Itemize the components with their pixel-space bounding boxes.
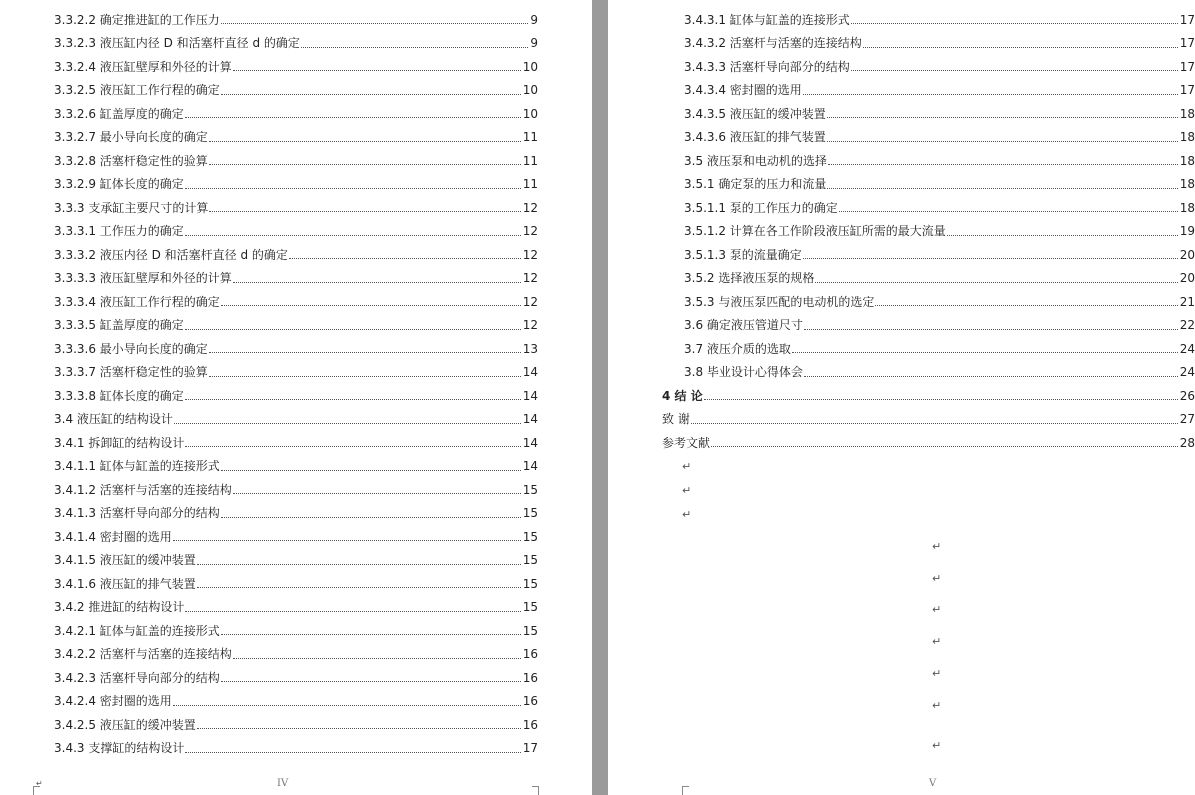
toc-entry[interactable] xyxy=(54,572,538,596)
toc-entry[interactable] xyxy=(54,361,538,385)
dot-leader xyxy=(792,352,1178,353)
toc-entry-title: 3.4.1.4 密封圈的选用 xyxy=(54,529,172,544)
toc-entry-page-number: 28 xyxy=(1179,435,1195,450)
dot-leader xyxy=(233,658,521,659)
page-corner-mark xyxy=(682,786,689,795)
toc-entry-page-number: 17 xyxy=(522,741,538,756)
toc-entry-title: 3.5.1 确定泵的压力和流量 xyxy=(684,177,827,192)
toc-entry-page-number: 9 xyxy=(530,36,538,51)
toc-entry-title: 3.5.1.2 计算在各工作阶段液压缸所需的最大流量 xyxy=(684,224,946,239)
toc-entry[interactable] xyxy=(662,431,1195,455)
toc-entry[interactable] xyxy=(54,126,538,150)
toc-entry-page-number: 17 xyxy=(1179,83,1195,98)
paragraph-mark: ↵ xyxy=(932,540,942,553)
dot-leader xyxy=(173,705,521,706)
toc-entry-title: 3.4 液压缸的结构设计 xyxy=(54,412,173,427)
page-number-left: IV xyxy=(277,778,289,789)
dot-leader xyxy=(804,376,1178,377)
toc-entry[interactable] xyxy=(684,8,1195,32)
toc-entry[interactable] xyxy=(54,502,538,526)
dot-leader xyxy=(197,728,521,729)
dot-leader xyxy=(233,282,521,283)
table-of-contents-left xyxy=(54,8,538,760)
dot-leader xyxy=(209,164,521,165)
toc-entry-page-number: 13 xyxy=(522,341,538,356)
toc-entry-page-number: 12 xyxy=(522,200,538,215)
toc-entry-title: 3.4.1.5 液压缸的缓冲装置 xyxy=(54,553,196,568)
toc-entry-title: 致 谢 xyxy=(662,412,690,427)
toc-entry[interactable] xyxy=(684,173,1195,197)
toc-entry-title: 3.4.3.3 活塞杆导向部分的结构 xyxy=(684,59,850,74)
toc-entry[interactable] xyxy=(54,408,538,432)
table-of-contents-right xyxy=(662,8,1195,455)
toc-entry-page-number: 16 xyxy=(522,670,538,685)
toc-entry-page-number: 12 xyxy=(522,271,538,286)
toc-entry[interactable] xyxy=(54,8,538,32)
toc-entry-page-number: 12 xyxy=(522,224,538,239)
toc-entry[interactable] xyxy=(54,713,538,737)
toc-entry-title: 3.4.2.4 密封圈的选用 xyxy=(54,694,172,709)
dot-leader xyxy=(828,164,1178,165)
toc-entry-page-number: 16 xyxy=(522,694,538,709)
toc-entry-page-number: 26 xyxy=(1179,388,1195,403)
toc-entry[interactable] xyxy=(684,337,1195,361)
paragraph-mark: ↵ xyxy=(682,460,692,473)
toc-entry[interactable] xyxy=(54,337,538,361)
toc-entry-page-number: 17 xyxy=(1179,36,1195,51)
toc-entry-page-number: 14 xyxy=(522,435,538,450)
dot-leader xyxy=(851,23,1178,24)
toc-entry-page-number: 20 xyxy=(1179,247,1195,262)
toc-entry[interactable] xyxy=(662,408,1195,432)
toc-entry-title: 3.3.2.6 缸盖厚度的确定 xyxy=(54,106,184,121)
dot-leader xyxy=(863,47,1178,48)
toc-entry-page-number: 27 xyxy=(1179,412,1195,427)
toc-entry-page-number: 18 xyxy=(1179,177,1195,192)
toc-entry[interactable] xyxy=(54,690,538,714)
toc-entry[interactable] xyxy=(684,314,1195,338)
dot-leader xyxy=(185,188,521,189)
toc-entry-title: 3.3.2.8 活塞杆稳定性的验算 xyxy=(54,153,208,168)
dot-leader xyxy=(209,376,521,377)
toc-entry[interactable] xyxy=(684,79,1195,103)
toc-entry-title: 3.8 毕业设计心得体会 xyxy=(684,365,803,380)
toc-entry-title: 3.5.1.1 泵的工作压力的确定 xyxy=(684,200,838,215)
dot-leader xyxy=(221,305,521,306)
toc-entry-page-number: 18 xyxy=(1179,106,1195,121)
paragraph-mark: ↵ xyxy=(682,508,692,521)
dot-leader xyxy=(185,329,521,330)
toc-entry-title: 3.4.1.3 活塞杆导向部分的结构 xyxy=(54,506,220,521)
dot-leader xyxy=(301,47,528,48)
dot-leader xyxy=(233,493,521,494)
toc-entry-title: 3.3.3.8 缸体长度的确定 xyxy=(54,388,184,403)
dot-leader xyxy=(815,282,1177,283)
dot-leader xyxy=(185,235,521,236)
dot-leader xyxy=(947,235,1178,236)
toc-entry-page-number: 11 xyxy=(522,177,538,192)
toc-entry-page-number: 15 xyxy=(522,576,538,591)
paragraph-mark: ↵ xyxy=(932,635,942,648)
page-gutter xyxy=(592,0,608,795)
toc-entry-title: 3.3.3.2 液压内径 D 和活塞杆直径 d 的确定 xyxy=(54,247,288,262)
toc-entry-page-number: 20 xyxy=(1179,271,1195,286)
toc-entry[interactable] xyxy=(54,549,538,573)
dot-leader xyxy=(185,399,521,400)
dot-leader xyxy=(221,517,521,518)
toc-entry-page-number: 14 xyxy=(522,412,538,427)
toc-entry[interactable] xyxy=(662,384,1195,408)
toc-entry-title: 3.3.3.6 最小导向长度的确定 xyxy=(54,341,208,356)
toc-entry-title: 3.5.2 选择液压泵的规格 xyxy=(684,271,815,286)
dot-leader xyxy=(691,423,1178,424)
toc-entry-title: 3.4.1.2 活塞杆与活塞的连接结构 xyxy=(54,482,232,497)
toc-entry[interactable] xyxy=(54,32,538,56)
dot-leader xyxy=(803,258,1178,259)
toc-entry-title: 3.3.3.3 液压缸壁厚和外径的计算 xyxy=(54,271,232,286)
toc-entry-page-number: 14 xyxy=(522,388,538,403)
toc-entry-title: 3.4.3.5 液压缸的缓冲装置 xyxy=(684,106,826,121)
paragraph-mark: ↵ xyxy=(932,739,942,752)
paragraph-mark: ↵ xyxy=(932,667,942,680)
toc-entry-title: 3.4.2.1 缸体与缸盖的连接形式 xyxy=(54,623,220,638)
dot-leader xyxy=(221,94,521,95)
dot-leader xyxy=(221,681,521,682)
toc-entry-title: 3.3.2.2 确定推进缸的工作压力 xyxy=(54,12,220,27)
toc-entry-title: 3.4.3.2 活塞杆与活塞的连接结构 xyxy=(684,36,862,51)
toc-entry-page-number: 18 xyxy=(1179,130,1195,145)
dot-leader xyxy=(839,211,1178,212)
toc-entry[interactable] xyxy=(54,455,538,479)
document-page-right xyxy=(608,0,1195,795)
toc-entry-page-number: 15 xyxy=(522,529,538,544)
toc-entry[interactable] xyxy=(54,619,538,643)
toc-entry-title: 3.4.3.6 液压缸的排气装置 xyxy=(684,130,826,145)
dot-leader xyxy=(185,117,521,118)
dot-leader xyxy=(185,446,520,447)
toc-entry-page-number: 24 xyxy=(1179,365,1195,380)
toc-entry-page-number: 12 xyxy=(522,294,538,309)
toc-entry[interactable] xyxy=(684,220,1195,244)
paragraph-mark: ↵ xyxy=(932,699,942,712)
toc-entry[interactable] xyxy=(54,290,538,314)
toc-entry-title: 3.4.2 推进缸的结构设计 xyxy=(54,600,185,615)
toc-entry-page-number: 10 xyxy=(522,83,538,98)
toc-entry-page-number: 22 xyxy=(1179,318,1195,333)
toc-entry[interactable] xyxy=(54,596,538,620)
toc-entry-title: 3.5 液压泵和电动机的选择 xyxy=(684,153,827,168)
toc-entry-title: 3.3.2.5 液压缸工作行程的确定 xyxy=(54,83,220,98)
toc-entry-page-number: 16 xyxy=(522,717,538,732)
toc-entry-title: 3.4.1 拆卸缸的结构设计 xyxy=(54,435,185,450)
dot-leader xyxy=(185,611,520,612)
toc-entry-title: 3.5.3 与液压泵匹配的电动机的选定 xyxy=(684,294,875,309)
toc-entry[interactable] xyxy=(54,267,538,291)
dot-leader xyxy=(827,117,1178,118)
toc-entry-page-number: 18 xyxy=(1179,153,1195,168)
dot-leader xyxy=(233,70,521,71)
paragraph-mark: ↵ xyxy=(682,484,692,497)
dot-leader xyxy=(704,399,1178,400)
toc-entry-title: 3.4.3 支撑缸的结构设计 xyxy=(54,741,185,756)
toc-entry-page-number: 16 xyxy=(522,647,538,662)
dot-leader xyxy=(209,352,521,353)
toc-entry-title: 3.7 液压介质的选取 xyxy=(684,341,791,356)
toc-entry-title: 4 结 论 xyxy=(662,388,703,403)
toc-entry-page-number: 15 xyxy=(522,623,538,638)
toc-entry-page-number: 14 xyxy=(522,459,538,474)
dot-leader xyxy=(221,634,521,635)
dot-leader xyxy=(209,211,520,212)
dot-leader xyxy=(173,540,521,541)
paragraph-mark: ↵ xyxy=(36,779,43,788)
toc-entry[interactable] xyxy=(684,267,1195,291)
toc-entry-page-number: 15 xyxy=(522,600,538,615)
toc-entry-page-number: 12 xyxy=(522,247,538,262)
toc-entry[interactable] xyxy=(684,55,1195,79)
toc-entry-title: 3.4.3.4 密封圈的选用 xyxy=(684,83,802,98)
toc-entry-page-number: 18 xyxy=(1179,200,1195,215)
toc-entry[interactable] xyxy=(54,431,538,455)
toc-entry[interactable] xyxy=(54,55,538,79)
toc-entry-page-number: 11 xyxy=(522,153,538,168)
toc-entry-page-number: 12 xyxy=(522,318,538,333)
toc-entry-title: 3.4.1.6 液压缸的排气装置 xyxy=(54,576,196,591)
toc-entry[interactable] xyxy=(54,79,538,103)
dot-leader xyxy=(851,70,1178,71)
toc-entry-page-number: 11 xyxy=(522,130,538,145)
toc-entry-title: 3.3.3 支承缸主要尺寸的计算 xyxy=(54,200,209,215)
toc-entry[interactable] xyxy=(54,525,538,549)
toc-entry-title: 3.5.1.3 泵的流量确定 xyxy=(684,247,802,262)
toc-entry-title: 3.3.3.1 工作压力的确定 xyxy=(54,224,184,239)
toc-entry-title: 3.3.3.5 缸盖厚度的确定 xyxy=(54,318,184,333)
toc-entry-page-number: 15 xyxy=(522,482,538,497)
dot-leader xyxy=(804,329,1178,330)
toc-entry-page-number: 15 xyxy=(522,553,538,568)
dot-leader xyxy=(174,423,521,424)
toc-entry-title: 3.3.3.7 活塞杆稳定性的验算 xyxy=(54,365,208,380)
toc-entry-title: 3.3.2.3 液压缸内径 D 和活塞杆直径 d 的确定 xyxy=(54,36,300,51)
dot-leader xyxy=(197,564,521,565)
page-corner-mark xyxy=(532,786,539,795)
toc-entry[interactable] xyxy=(684,243,1195,267)
toc-entry-page-number: 19 xyxy=(1179,224,1195,239)
toc-entry[interactable] xyxy=(54,314,538,338)
toc-entry-page-number: 10 xyxy=(522,106,538,121)
dot-leader xyxy=(221,470,521,471)
toc-entry-page-number: 10 xyxy=(522,59,538,74)
dot-leader xyxy=(875,305,1177,306)
toc-entry[interactable] xyxy=(54,220,538,244)
toc-entry-page-number: 14 xyxy=(522,365,538,380)
toc-entry-title: 3.6 确定液压管道尺寸 xyxy=(684,318,803,333)
toc-entry-page-number: 24 xyxy=(1179,341,1195,356)
dot-leader xyxy=(221,23,529,24)
dot-leader xyxy=(827,141,1178,142)
toc-entry-title: 3.3.3.4 液压缸工作行程的确定 xyxy=(54,294,220,309)
toc-entry[interactable] xyxy=(684,361,1195,385)
dot-leader xyxy=(827,188,1177,189)
toc-entry-title: 3.4.2.5 液压缸的缓冲装置 xyxy=(54,717,196,732)
toc-entry[interactable] xyxy=(54,196,538,220)
toc-entry[interactable] xyxy=(54,243,538,267)
toc-entry[interactable] xyxy=(54,737,538,761)
toc-entry-page-number: 17 xyxy=(1179,59,1195,74)
toc-entry-page-number: 21 xyxy=(1179,294,1195,309)
toc-entry-title: 3.4.1.1 缸体与缸盖的连接形式 xyxy=(54,459,220,474)
dot-leader xyxy=(197,587,521,588)
page-number-right: V xyxy=(929,778,937,789)
toc-entry-title: 3.4.2.2 活塞杆与活塞的连接结构 xyxy=(54,647,232,662)
toc-entry-page-number: 9 xyxy=(530,12,538,27)
toc-entry-title: 3.3.2.4 液压缸壁厚和外径的计算 xyxy=(54,59,232,74)
toc-entry[interactable] xyxy=(54,173,538,197)
toc-entry[interactable] xyxy=(54,149,538,173)
dot-leader xyxy=(185,752,520,753)
toc-entry[interactable] xyxy=(54,643,538,667)
toc-entry[interactable] xyxy=(54,384,538,408)
toc-entry[interactable] xyxy=(54,666,538,690)
toc-entry-title: 3.4.3.1 缸体与缸盖的连接形式 xyxy=(684,12,850,27)
dot-leader xyxy=(209,141,521,142)
toc-entry-page-number: 15 xyxy=(522,506,538,521)
toc-entry-title: 3.3.2.9 缸体长度的确定 xyxy=(54,177,184,192)
dot-leader xyxy=(711,446,1178,447)
paragraph-mark: ↵ xyxy=(932,572,942,585)
toc-entry-title: 3.4.2.3 活塞杆导向部分的结构 xyxy=(54,670,220,685)
toc-entry[interactable] xyxy=(684,290,1195,314)
toc-entry-page-number: 17 xyxy=(1179,12,1195,27)
paragraph-mark: ↵ xyxy=(932,603,942,616)
toc-entry[interactable] xyxy=(684,32,1195,56)
toc-entry[interactable] xyxy=(54,102,538,126)
toc-entry[interactable] xyxy=(684,102,1195,126)
document-page-left xyxy=(0,0,592,795)
toc-entry[interactable] xyxy=(54,478,538,502)
dot-leader xyxy=(289,258,521,259)
toc-entry-title: 3.3.2.7 最小导向长度的确定 xyxy=(54,130,208,145)
toc-entry[interactable] xyxy=(684,196,1195,220)
toc-entry[interactable] xyxy=(684,126,1195,150)
dot-leader xyxy=(803,94,1178,95)
toc-entry[interactable] xyxy=(684,149,1195,173)
toc-entry-title: 参考文献 xyxy=(662,435,711,450)
